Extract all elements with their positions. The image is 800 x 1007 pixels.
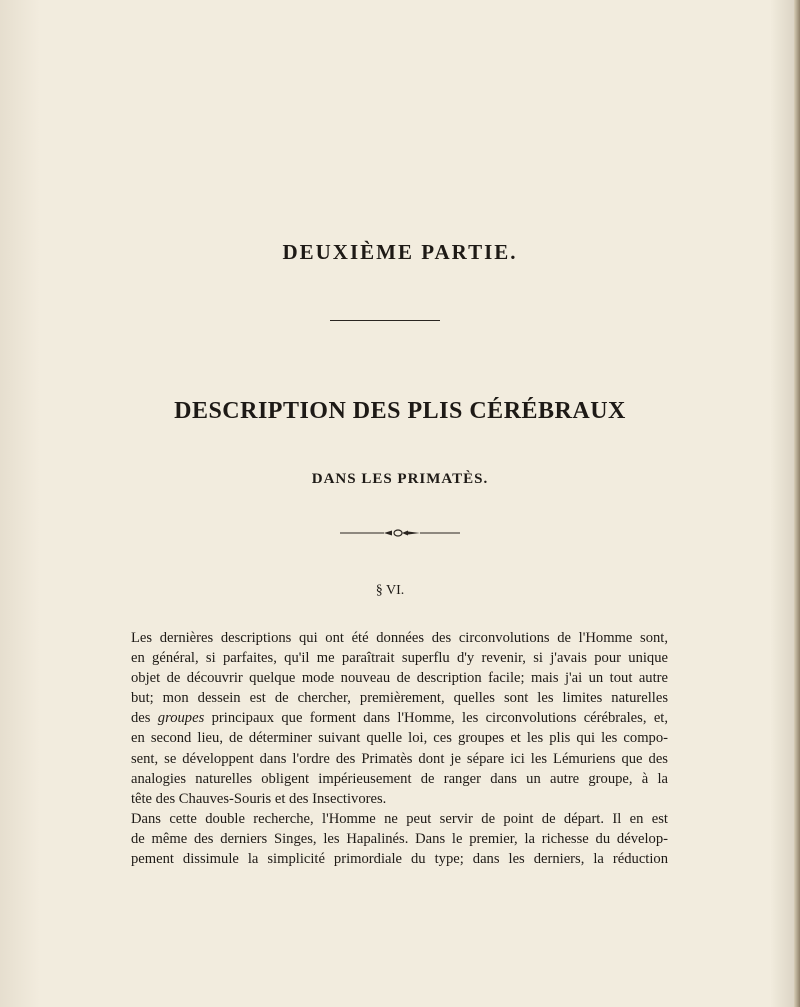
text-line: en général, si parfaites, qu'il me paraîtrait superflu d'y revenir, si j'avais pour unique xyxy=(130,650,668,667)
line-rest: principaux que forment dans l'Homme, les circonvolutions cérébrales, et, xyxy=(211,710,669,727)
line-prefix: des xyxy=(130,710,151,727)
paragraph-1 xyxy=(112,628,668,809)
section-number: § VI. xyxy=(375,583,405,598)
text-line: objet de découvrir quelque mode nouveau de description facile; mais j'ai un tout autre xyxy=(130,670,668,687)
italic-term: groupes xyxy=(157,710,205,727)
part-title: DEUXIÈME PARTIE. xyxy=(282,240,518,264)
text-line: de même des derniers Singes, les Hapalinés. Dans le premier, la richesse du dévelop- xyxy=(130,830,668,847)
text-line: Dans cette double recherche, l'Homme ne peut servir de point de départ. Il en est xyxy=(130,810,668,827)
text-line: tête des Chauves-Souris et des Insectivores. xyxy=(130,790,387,807)
sub-title: DANS LES PRIMATÈS. xyxy=(311,471,489,487)
ornament-divider-icon xyxy=(340,527,460,539)
page-edge-shadow xyxy=(794,0,800,1007)
main-title: DESCRIPTION DES PLIS CÉRÉBRAUX xyxy=(174,398,626,424)
title-rule xyxy=(330,320,440,321)
text-line: sent, se développent dans l'ordre des Primatès dont je sépare ici les Lémuriens que des xyxy=(130,750,668,767)
text-line: pement dissimule la simplicité primordiale du type; dans les derniers, la réduction xyxy=(130,851,668,868)
text-line: analogies naturelles obligent impérieusement de ranger dans un autre groupe, à la xyxy=(130,770,668,787)
text-line: but; mon dessein est de chercher, premièrement, quelles sont les limites naturelles xyxy=(130,690,668,707)
body-text xyxy=(112,628,668,869)
text-line: Les dernières descriptions qui ont été données des circonvolutions de l'Homme sont, xyxy=(130,630,668,646)
paragraph-2 xyxy=(112,809,668,869)
text-line-with-italic xyxy=(112,708,668,728)
text-line: en second lieu, de déterminer suivant quelle loi, ces groupes et les plis qui les compo- xyxy=(130,730,668,747)
